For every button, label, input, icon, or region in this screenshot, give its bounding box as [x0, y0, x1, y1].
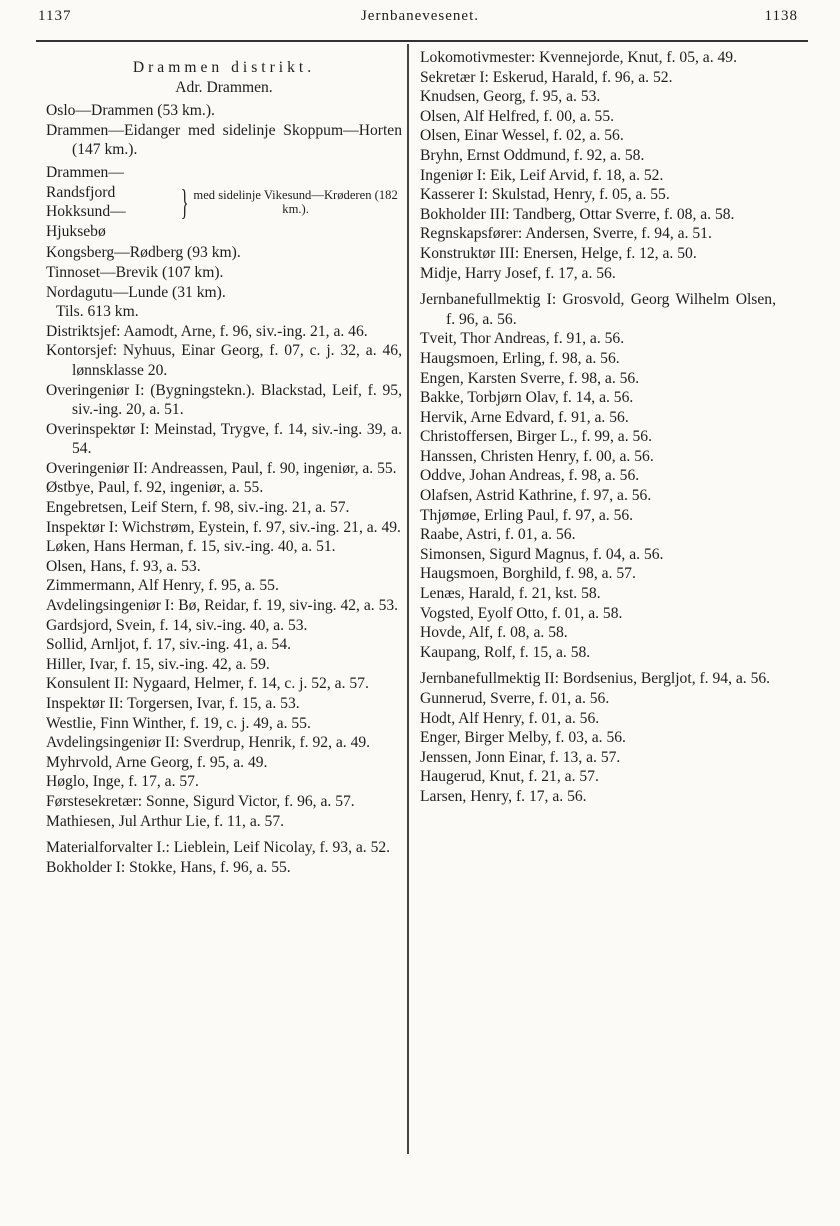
staff-entry: Bryhn, Ernst Oddmund, f. 92, a. 58. — [420, 146, 645, 164]
staff-entry: Ingeniør I: Eik, Leif Arvid, f. 18, a. 52. — [420, 166, 664, 184]
staff-entry: Avdelingsingeniør I: Bø, Reidar, f. 19, siv-ing. 42, a. 53. — [46, 597, 399, 615]
staff-entry: Overingeniør II: Andreassen, Paul, f. 90, ingeniør, a. 55. — [46, 459, 397, 477]
staff-entry: Haugsmoen, Erling, f. 98, a. 56. — [420, 349, 620, 367]
staff-entry: Midje, Harry Josef, f. 17, a. 56. — [420, 264, 616, 282]
staff-entry: Knudsen, Georg, f. 95, a. 53. — [420, 88, 601, 106]
staff-entry: Bakke, Torbjørn Olav, f. 14, a. 56. — [420, 389, 634, 407]
route-line: Drammen—Randsfjord — [46, 163, 124, 201]
staff-entry: Myhrvold, Arne Georg, f. 95, a. 49. — [46, 753, 268, 771]
staff-entry: Jernbanefullmektig I: Grosvold, Georg Wilhelm Olsen, f. 96, a. 56. — [420, 291, 776, 328]
route-line: Hokksund—Hjuksebø — [46, 203, 126, 240]
route-brace-note: med sidelinje Vikesund—Krøderen (182 km.). — [193, 188, 398, 217]
staff-entry: Thjømøe, Erling Paul, f. 97, a. 56. — [420, 506, 634, 524]
page-number-left: 1137 — [38, 8, 72, 24]
page-number-right: 1138 — [764, 8, 798, 24]
staff-entry: Sollid, Arnljot, f. 17, siv.-ing. 41, a. 54. — [46, 636, 292, 654]
staff-entry: Jernbanefullmektig II: Bordsenius, Bergljot, f. 94, a. 56. — [420, 670, 771, 688]
staff-entry: Olsen, Einar Wessel, f. 02, a. 56. — [420, 127, 624, 145]
staff-entry: Konsulent II: Nygaard, Helmer, f. 14, c. j. 52, a. 57. — [46, 675, 369, 693]
column-divider — [407, 44, 409, 1154]
staff-entry: Kasserer I: Skulstad, Henry, f. 05, a. 55. — [420, 186, 670, 204]
staff-entry: Engen, Karsten Sverre, f. 98, a. 56. — [420, 369, 640, 387]
route-brace-group — [46, 163, 402, 241]
staff-entry: Overingeniør I: (Bygningstekn.). Blackstad, Leif, f. 95, siv.-ing. 20, a. 51. — [46, 381, 402, 419]
staff-entry: Hodt, Alf Henry, f. 01, a. 56. — [420, 709, 600, 727]
staff-entry: Inspektør II: Torgersen, Ivar, f. 15, a. 53. — [46, 695, 300, 712]
staff-list-right — [420, 48, 776, 807]
right-column — [420, 48, 776, 807]
staff-entry: Konstruktør III: Enersen, Helge, f. 12, a. 50. — [420, 244, 697, 262]
route-line: Oslo—Drammen (53 km.). — [46, 102, 215, 120]
running-title: Jernbanevesenet. — [360, 8, 480, 24]
staff-entry: Gardsjord, Svein, f. 14, siv.-ing. 40, a. 53. — [46, 616, 308, 634]
staff-entry: Bokholder III: Tandberg, Ottar Sverre, f. 08, a. 58. — [420, 205, 735, 223]
staff-entry: Tveit, Thor Andreas, f. 91, a. 56. — [420, 330, 625, 348]
staff-entry: Oddve, Johan Andreas, f. 98, a. 56. — [420, 467, 640, 485]
route-line: Kongsberg—Rødberg (93 km). — [46, 244, 241, 262]
staff-entry: Avdelingsingeniør II: Sverdrup, Henrik, f. 92, a. 49. — [46, 734, 371, 752]
staff-entry: Raabe, Astri, f. 01, a. 56. — [420, 526, 576, 544]
staff-entry: Engebretsen, Leif Stern, f. 98, siv.-ing. 21, a. 57. — [46, 499, 350, 517]
staff-entry: Regnskapsfører: Andersen, Sverre, f. 94, a. 51. — [420, 225, 712, 243]
staff-entry: Hiller, Ivar, f. 15, siv.-ing. 42, a. 59. — [46, 655, 270, 673]
route-line: Tinnoset—Brevik (107 km). — [46, 263, 224, 281]
staff-entry: Sekretær I: Eskerud, Harald, f. 96, a. 52. — [420, 68, 673, 86]
route-line: Drammen—Eidanger med sidelinje Skoppum—Horten (147 km.). — [46, 121, 402, 159]
staff-entry: Gunnerud, Sverre, f. 01, a. 56. — [420, 690, 610, 707]
staff-entry: Larsen, Henry, f. 17, a. 56. — [420, 787, 587, 805]
staff-entry: Inspektør I: Wichstrøm, Eystein, f. 97, siv.-ing. 21, a. 49. — [46, 518, 401, 536]
staff-entry: Jenssen, Jonn Einar, f. 13, a. 57. — [420, 748, 621, 766]
staff-entry: Olsen, Hans, f. 93, a. 53. — [46, 557, 201, 575]
staff-entry: Østbye, Paul, f. 92, ingeniør, a. 55. — [46, 479, 264, 497]
brace-symbol: } — [180, 182, 189, 223]
staff-entry: Lokomotivmester: Kvennejorde, Knut, f. 05, a. 49. — [420, 49, 738, 66]
staff-entry: Lenæs, Harald, f. 21, kst. 58. — [420, 585, 601, 603]
staff-entry: Kontorsjef: Nyhuus, Einar Georg, f. 07, c. j. 32, a. 46, lønnsklasse 20. — [46, 342, 402, 379]
district-address: Adr. Drammen. — [175, 78, 273, 96]
staff-list-left — [46, 322, 402, 878]
staff-entry: Haugsmoen, Borghild, f. 98, a. 57. — [420, 565, 636, 583]
staff-entry: Olafsen, Astrid Kathrine, f. 97, a. 56. — [420, 487, 652, 505]
staff-entry: Distriktsjef: Aamodt, Arne, f. 96, siv.-ing. 21, a. 46. — [46, 322, 368, 340]
staff-entry: Hovde, Alf, f. 08, a. 58. — [420, 624, 568, 642]
staff-entry: Zimmermann, Alf Henry, f. 95, a. 55. — [46, 577, 279, 595]
staff-entry: Hervik, Arne Edvard, f. 91, a. 56. — [420, 408, 629, 426]
district-heading: Drammen distrikt. — [132, 59, 316, 76]
staff-entry: Enger, Birger Melby, f. 03, a. 56. — [420, 729, 626, 747]
staff-entry: Westlie, Finn Winther, f. 19, c. j. 49, a. 55. — [46, 714, 311, 732]
staff-entry: Haugerud, Knut, f. 21, a. 57. — [420, 768, 599, 786]
left-column — [46, 48, 402, 877]
staff-entry: Simonsen, Sigurd Magnus, f. 04, a. 56. — [420, 545, 664, 563]
staff-entry: Hanssen, Christen Henry, f. 00, a. 56. — [420, 447, 654, 465]
staff-entry: Materialforvalter I.: Lieblein, Leif Nicolay, f. 93, a. 52. — [46, 839, 391, 857]
staff-entry: Løken, Hans Herman, f. 15, siv.-ing. 40, a. 51. — [46, 538, 336, 556]
route-line: Nordagutu—Lunde (31 km). — [46, 283, 226, 301]
staff-entry: Høglo, Inge, f. 17, a. 57. — [46, 773, 199, 791]
staff-entry: Bokholder I: Stokke, Hans, f. 96, a. 55. — [46, 858, 291, 876]
header-rule — [36, 40, 808, 42]
staff-entry: Mathiesen, Jul Arthur Lie, f. 11, a. 57. — [46, 812, 285, 830]
staff-entry: Olsen, Alf Helfred, f. 00, a. 55. — [420, 107, 615, 125]
route-total: Tils. 613 km. — [56, 303, 139, 321]
staff-entry: Vogsted, Eyolf Otto, f. 01, a. 58. — [420, 604, 623, 622]
staff-entry: Førstesekretær: Sonne, Sigurd Victor, f. 96, a. 57. — [46, 792, 355, 810]
staff-entry: Overinspektør I: Meinstad, Trygve, f. 14, siv.-ing. 39, a. 54. — [46, 420, 402, 458]
staff-entry: Kaupang, Rolf, f. 15, a. 58. — [420, 643, 591, 661]
staff-entry: Christoffersen, Birger L., f. 99, a. 56. — [420, 428, 652, 446]
